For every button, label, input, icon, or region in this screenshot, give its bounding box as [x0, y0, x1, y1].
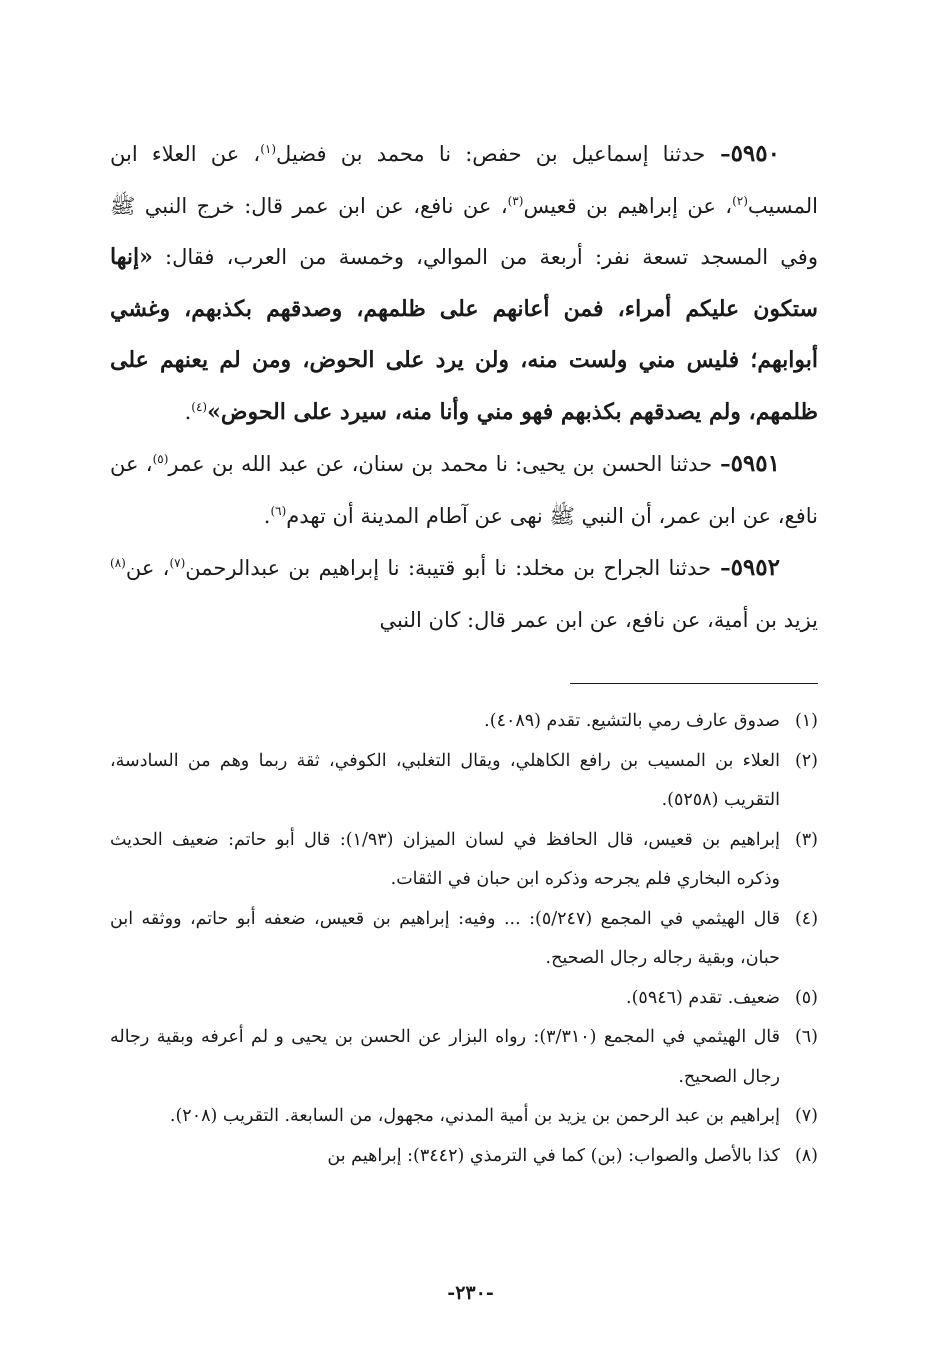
- hadith-text: حدثنا الحسن بن يحيى: نا محمد بن سنان، عن عبد الله بن عمر: [168, 452, 713, 476]
- footnote-text: إبراهيم بن عبد الرحمن بن يزيد بن أمية المدني، مجهول، من السابعة. التقريب (٢٠٨).: [169, 1106, 780, 1126]
- footnote-text: العلاء بن المسيب بن رافع الكاهلي، ويقال التغلبي، الكوفي، ثقة ربما وهم من السادسة، التقريب (٥٢٥٨).: [110, 750, 780, 810]
- footnote: [110, 1137, 818, 1177]
- hadith-paragraph: ٥٩٥١– حدثنا الحسن بن يحيى: نا محمد بن سنان، عن عبد الله بن عمر$^{(٥)}$، عن نافع، عن ابن عمر، أن النبي ﷺ نهى عن آطام المدينة أن تهدم$^{(٦)}$.: [110, 450, 818, 528]
- footnote-number: (٢): [794, 750, 818, 771]
- hadith-text: ، عن نافع، عن ابن عمر، أن النبي ﷺ نهى عن آطام المدينة أن تهدم: [110, 452, 818, 528]
- footnote-ref: (٨): [110, 556, 126, 570]
- hadith-number: ٥٩٥٢: [730, 554, 780, 581]
- hadith-text: يزيد بن أمية، عن نافع، عن ابن عمر قال: كان النبي: [379, 607, 818, 632]
- footnote-ref: (١): [260, 142, 277, 156]
- footnote-ref: (٤): [191, 399, 208, 414]
- footnote-number: (٥): [794, 987, 818, 1008]
- footnote-separator: [570, 683, 818, 684]
- footnote-number: (١): [794, 711, 818, 731]
- footnotes: [110, 702, 818, 1176]
- hadith-text: ، عن نافع، عن ابن عمر قال: خرج النبي ﷺ وفي المسجد تسعة نفر: أربعة من الموالي، وخمسة من العرب، فقال:: [110, 193, 818, 269]
- footnote: [110, 1018, 818, 1097]
- footnote-number: (٤): [794, 908, 819, 929]
- hadith-text: حدثنا الجراح بن مخلد: نا أبو قتيبة: نا إبراهيم بن عبدالرحمن: [185, 556, 712, 580]
- footnote: [110, 979, 818, 1019]
- hadith-text: ، عن العلاء ابن المسيب: [110, 142, 818, 218]
- hadith-text: .: [184, 399, 192, 424]
- footnote-number: (٣): [794, 829, 818, 850]
- footnote-number: (٨): [794, 1145, 818, 1166]
- footnote-number: (٧): [794, 1106, 818, 1126]
- footnote: [110, 702, 818, 742]
- hadith-paragraph: ٥٩٥٠– حدثنا إسماعيل بن حفص: نا محمد بن فضيل$^{(١)}$، عن العلاء ابن المسيب$^{(٢)}$، عن إبراهيم بن قعيس$^{(٣)}$، عن نافع، عن ابن عمر قال: خرج النبي ﷺ وفي المسجد تسعة نفر: أربعة من الموالي، وخمسة من العرب، فقال: «إنها ستكون عليكم أمراء، فمن أعانهم على ظلمهم، وصدقهم بكذبهم، وغشي أبوابهم؛ فليس مني ولست منه، ولن يرد على الحوض، ومن لم يعنهم على ظلمهم، ولم يصدقهم بكذبهم فهو مني وأنا منه، سيرد على الحوض»$^{(٤)}$.: [110, 140, 818, 425]
- footnote-text: قال الهيثمي في المجمع (٥/٢٤٧): ... وفيه: إبراهيم بن قعيس، ضعفه أبو حاتم، ووثقه ابن حبان، وبقية رجاله رجال الصحيح.: [110, 908, 781, 968]
- footnote: [110, 742, 818, 821]
- footnote-text: كذا بالأصل والصواب: (بن) كما في الترمذي (٣٤٤٢): إبراهيم بن: [327, 1145, 780, 1166]
- footnote-ref: (٦): [270, 503, 287, 518]
- hadith-number: ٥٩٥١: [730, 450, 780, 477]
- footnote-ref: (٥): [152, 452, 169, 466]
- page-number: -٢٣٠-: [447, 1282, 494, 1304]
- footnote-text: ضعيف. تقدم (٥٩٤٦).: [626, 987, 780, 1008]
- footnote-ref: (٢): [732, 193, 748, 208]
- footnote-ref: (٧): [169, 556, 186, 570]
- hadith-text: ، عن: [125, 556, 170, 580]
- footnote-text: إبراهيم بن قعيس، قال الحافظ في لسان الميزان (١/٩٣): قال أبو حاتم: ضعيف الحديث وذكره البخاري فلم يجرحه وذكره ابن حبان في الثقات.: [110, 829, 780, 889]
- hadith-paragraph: ٥٩٥٢– حدثنا الجراح بن مخلد: نا أبو قتيبة: نا إبراهيم بن عبدالرحمن$^{(٧)}$، عن$^{(٨)}$ يزيد بن أمية، عن نافع، عن ابن عمر قال: كان النبي: [110, 554, 818, 632]
- footnote-ref: (٣): [507, 193, 524, 208]
- footnote-number: (٦): [794, 1027, 818, 1047]
- hadith-number: ٥٩٥٠: [730, 140, 780, 167]
- footnote: [110, 900, 818, 979]
- footnote-text: قال الهيثمي في المجمع (٣/٣١٠): رواه البزار عن الحسن بن يحيى و لم أعرفه وبقية رجاله رجال الصحيح.: [110, 1027, 780, 1087]
- hadith-text: .: [263, 503, 271, 528]
- footnote: [110, 821, 818, 900]
- footnote: [110, 1097, 818, 1137]
- hadith-text: ، عن إبراهيم بن قعيس: [523, 193, 733, 218]
- main-text: [110, 128, 818, 646]
- footnote-text: صدوق عارف رمي بالتشيع. تقدم (٤٠٨٩).: [484, 711, 780, 731]
- hadith-text: حدثنا إسماعيل بن حفص: نا محمد بن فضيل: [276, 142, 706, 166]
- hadith-matn: «إنها ستكون عليكم أمراء، فمن أعانهم على ظلمهم، وصدقهم بكذبهم، وغشي أبوابهم؛ فليس مني ولست منه، ولن يرد على الحوض، ومن لم يعنهم على ظلمهم، ولم يصدقهم بكذبهم فهو مني وأنا منه، سيرد على الحوض»: [110, 244, 818, 425]
